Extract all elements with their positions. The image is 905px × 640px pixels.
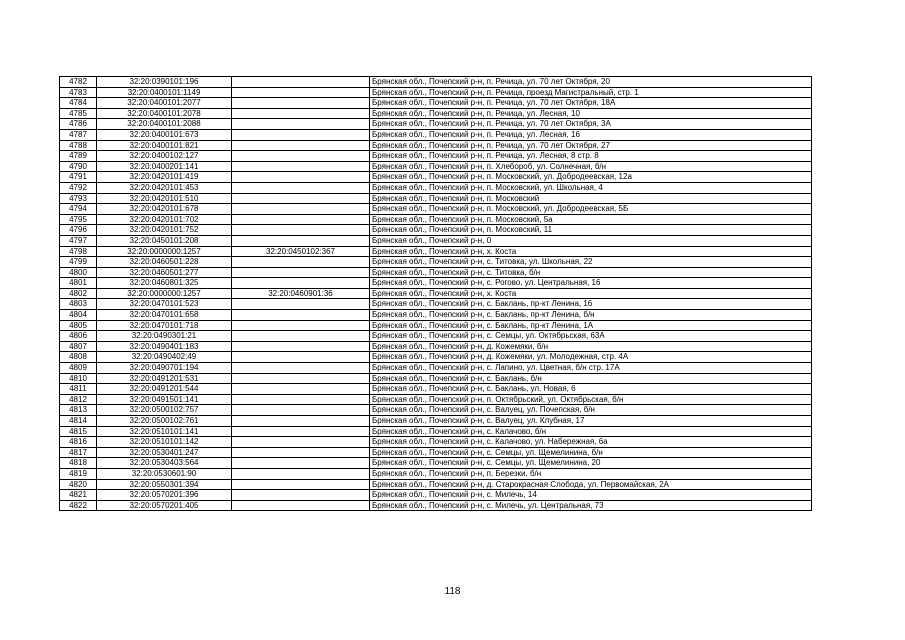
address-cell: Брянская обл., Почепский р-н, п. Речица, ул. 70 лет Октября, 20 <box>370 77 812 88</box>
row-number-cell: 4800 <box>60 267 97 278</box>
address-cell: Брянская обл., Почепский р-н, д. Старокрасная Слобода, ул. Первомайская, 2А <box>370 479 812 490</box>
address-cell: Брянская обл., Почепский р-н, п. Речица, ул. Лесная, 8 стр. 8 <box>370 151 812 162</box>
previous-cadastral-number-cell <box>232 151 370 162</box>
previous-cadastral-number-cell <box>232 341 370 352</box>
row-number-cell: 4813 <box>60 405 97 416</box>
table-row <box>60 352 812 363</box>
row-number-cell: 4796 <box>60 225 97 236</box>
previous-cadastral-number-cell <box>232 193 370 204</box>
address-cell: Брянская обл., Почепский р-н, п. Речица, ул. Лесная, 10 <box>370 108 812 119</box>
cadastral-number-cell: 32:20:0420101:678 <box>97 204 232 215</box>
table-row <box>60 98 812 109</box>
cadastral-number-cell: 32:20:0420101:419 <box>97 172 232 183</box>
table-row <box>60 310 812 321</box>
cadastral-number-cell: 32:20:0510101:141 <box>97 426 232 437</box>
cadastral-number-cell: 32:20:0490301:21 <box>97 331 232 342</box>
previous-cadastral-number-cell <box>232 458 370 469</box>
cadastral-number-cell: 32:20:0530403:564 <box>97 458 232 469</box>
address-cell: Брянская обл., Почепский р-н, с. Баклань, б/н <box>370 373 812 384</box>
address-cell: Брянская обл., Почепский р-н, п. Хлебороб, ул. Солнечная, б/н <box>370 161 812 172</box>
cadastral-number-cell: 32:20:0491501:141 <box>97 394 232 405</box>
cadastral-number-cell: 32:20:0400101:1149 <box>97 87 232 98</box>
row-number-cell: 4803 <box>60 299 97 310</box>
previous-cadastral-number-cell <box>232 394 370 405</box>
table-row <box>60 151 812 162</box>
address-cell: Брянская обл., Почепский р-н, с. Титовка, б/н <box>370 267 812 278</box>
address-cell: Брянская обл., Почепский р-н, х. Коста <box>370 246 812 257</box>
row-number-cell: 4788 <box>60 140 97 151</box>
cadastral-number-cell: 32:20:0400101:673 <box>97 129 232 140</box>
cadastral-number-cell: 32:20:0460501:228 <box>97 257 232 268</box>
previous-cadastral-number-cell <box>232 182 370 193</box>
register-table-body <box>60 77 812 511</box>
row-number-cell: 4793 <box>60 193 97 204</box>
address-cell: Брянская обл., Почепский р-н, с. Милечь, ул. Центральная, 73 <box>370 500 812 511</box>
address-cell: Брянская обл., Почепский р-н, п. Московский, ул. Добродеевская, 5Б <box>370 204 812 215</box>
table-row <box>60 288 812 299</box>
table-row <box>60 225 812 236</box>
address-cell: Брянская обл., Почепский р-н, с. Баклань, пр-кт Ленина, 16 <box>370 299 812 310</box>
cadastral-number-cell: 32:20:0570201:396 <box>97 490 232 501</box>
previous-cadastral-number-cell <box>232 500 370 511</box>
previous-cadastral-number-cell <box>232 77 370 88</box>
row-number-cell: 4811 <box>60 384 97 395</box>
table-row <box>60 363 812 374</box>
previous-cadastral-number-cell: 32:20:0450102:367 <box>232 246 370 257</box>
cadastral-number-cell: 32:20:0420101:702 <box>97 214 232 225</box>
previous-cadastral-number-cell <box>232 426 370 437</box>
row-number-cell: 4819 <box>60 468 97 479</box>
previous-cadastral-number-cell <box>232 278 370 289</box>
cadastral-number-cell: 32:20:0400102:127 <box>97 151 232 162</box>
row-number-cell: 4812 <box>60 394 97 405</box>
table-row <box>60 437 812 448</box>
previous-cadastral-number-cell <box>232 373 370 384</box>
row-number-cell: 4804 <box>60 310 97 321</box>
previous-cadastral-number-cell <box>232 405 370 416</box>
cadastral-number-cell: 32:20:0470101:718 <box>97 320 232 331</box>
table-row <box>60 129 812 140</box>
address-cell: Брянская обл., Почепский р-н, п. Березки, б/н <box>370 468 812 479</box>
previous-cadastral-number-cell <box>232 331 370 342</box>
previous-cadastral-number-cell <box>232 204 370 215</box>
address-cell: Брянская обл., Почепский р-н, д. Кожемяки, ул. Молодежная, стр. 4А <box>370 352 812 363</box>
previous-cadastral-number-cell <box>232 87 370 98</box>
row-number-cell: 4805 <box>60 320 97 331</box>
address-cell: Брянская обл., Почепский р-н, с. Титовка, ул. Школьная, 22 <box>370 257 812 268</box>
table-row <box>60 331 812 342</box>
cadastral-number-cell: 32:20:0420101:453 <box>97 182 232 193</box>
cadastral-number-cell: 32:20:0570201:405 <box>97 500 232 511</box>
address-cell: Брянская обл., Почепский р-н, с. Баклань, ул. Новая, 6 <box>370 384 812 395</box>
address-cell: Брянская обл., Почепский р-н, п. Речица, ул. Лесная, 16 <box>370 129 812 140</box>
previous-cadastral-number-cell <box>232 479 370 490</box>
previous-cadastral-number-cell <box>232 352 370 363</box>
previous-cadastral-number-cell <box>232 299 370 310</box>
previous-cadastral-number-cell <box>232 447 370 458</box>
previous-cadastral-number-cell <box>232 129 370 140</box>
cadastral-number-cell: 32:20:0491201:544 <box>97 384 232 395</box>
row-number-cell: 4814 <box>60 416 97 427</box>
address-cell: Брянская обл., Почепский р-н, с. Семцы, ул. Щемелинина, 20 <box>370 458 812 469</box>
address-cell: Брянская обл., Почепский р-н, с. Рогово, ул. Центральная, 16 <box>370 278 812 289</box>
cadastral-number-cell: 32:20:0420101:510 <box>97 193 232 204</box>
table-row <box>60 490 812 501</box>
table-row <box>60 384 812 395</box>
address-cell: Брянская обл., Почепский р-н, п. Московский, ул. Школьная, 4 <box>370 182 812 193</box>
row-number-cell: 4783 <box>60 87 97 98</box>
table-row <box>60 426 812 437</box>
row-number-cell: 4790 <box>60 161 97 172</box>
table-row <box>60 447 812 458</box>
row-number-cell: 4795 <box>60 214 97 225</box>
address-cell: Брянская обл., Почепский р-н, п. Речица, ул. 70 лет Октября, 18А <box>370 98 812 109</box>
row-number-cell: 4799 <box>60 257 97 268</box>
row-number-cell: 4802 <box>60 288 97 299</box>
previous-cadastral-number-cell <box>232 320 370 331</box>
cadastral-number-cell: 32:20:0400101:2088 <box>97 119 232 130</box>
table-row <box>60 278 812 289</box>
row-number-cell: 4785 <box>60 108 97 119</box>
row-number-cell: 4806 <box>60 331 97 342</box>
previous-cadastral-number-cell <box>232 437 370 448</box>
row-number-cell: 4784 <box>60 98 97 109</box>
previous-cadastral-number-cell <box>232 225 370 236</box>
page-number: 118 <box>444 586 461 597</box>
cadastral-number-cell: 32:20:0490701:194 <box>97 363 232 374</box>
row-number-cell: 4816 <box>60 437 97 448</box>
table-row <box>60 257 812 268</box>
address-cell: Брянская обл., Почепский р-н, с. Валуец, ул. Клубная, 17 <box>370 416 812 427</box>
address-cell: Брянская обл., Почепский р-н, д. Кожемяки, б/н <box>370 341 812 352</box>
cadastral-number-cell: 32:20:0400101:821 <box>97 140 232 151</box>
previous-cadastral-number-cell <box>232 490 370 501</box>
table-row <box>60 416 812 427</box>
address-cell: Брянская обл., Почепский р-н, с. Калачово, б/н <box>370 426 812 437</box>
row-number-cell: 4815 <box>60 426 97 437</box>
address-cell: Брянская обл., Почепский р-н, с. Лапино, ул. Цветная, б/н стр. 17А <box>370 363 812 374</box>
row-number-cell: 4797 <box>60 235 97 246</box>
row-number-cell: 4817 <box>60 447 97 458</box>
table-row <box>60 214 812 225</box>
previous-cadastral-number-cell <box>232 257 370 268</box>
row-number-cell: 4801 <box>60 278 97 289</box>
cadastral-number-cell: 32:20:0450101:208 <box>97 235 232 246</box>
address-cell: Брянская обл., Почепский р-н, 0 <box>370 235 812 246</box>
previous-cadastral-number-cell <box>232 161 370 172</box>
cadastral-number-cell: 32:20:0390101:196 <box>97 77 232 88</box>
table-row <box>60 172 812 183</box>
cadastral-number-cell: 32:20:0400101:2078 <box>97 108 232 119</box>
cadastral-number-cell: 32:20:0460801:325 <box>97 278 232 289</box>
cadastral-number-cell: 32:20:0491201:531 <box>97 373 232 384</box>
table-row <box>60 373 812 384</box>
table-row <box>60 182 812 193</box>
row-number-cell: 4808 <box>60 352 97 363</box>
cadastral-number-cell: 32:20:0000000:1257 <box>97 246 232 257</box>
address-cell: Брянская обл., Почепский р-н, п. Московский, 11 <box>370 225 812 236</box>
cadastral-number-cell: 32:20:0420101:752 <box>97 225 232 236</box>
previous-cadastral-number-cell <box>232 108 370 119</box>
table-row <box>60 468 812 479</box>
row-number-cell: 4782 <box>60 77 97 88</box>
cadastral-number-cell: 32:20:0000000:1257 <box>97 288 232 299</box>
table-row <box>60 405 812 416</box>
row-number-cell: 4794 <box>60 204 97 215</box>
cadastral-number-cell: 32:20:0530601:90 <box>97 468 232 479</box>
previous-cadastral-number-cell <box>232 98 370 109</box>
previous-cadastral-number-cell <box>232 363 370 374</box>
previous-cadastral-number-cell <box>232 416 370 427</box>
cadastral-number-cell: 32:20:0550301:394 <box>97 479 232 490</box>
table-row <box>60 299 812 310</box>
address-cell: Брянская обл., Почепский р-н, п. Московский, ул. Добродеевская, 12а <box>370 172 812 183</box>
table-row <box>60 119 812 130</box>
address-cell: Брянская обл., Почепский р-н, п. Московский <box>370 193 812 204</box>
cadastral-number-cell: 32:20:0470101:658 <box>97 310 232 321</box>
table-row <box>60 77 812 88</box>
table-row <box>60 204 812 215</box>
previous-cadastral-number-cell <box>232 119 370 130</box>
previous-cadastral-number-cell <box>232 384 370 395</box>
row-number-cell: 4822 <box>60 500 97 511</box>
cadastral-number-cell: 32:20:0500102:761 <box>97 416 232 427</box>
previous-cadastral-number-cell <box>232 235 370 246</box>
address-cell: Брянская обл., Почепский р-н, с. Калачово, ул. Набережная, 6а <box>370 437 812 448</box>
table-row <box>60 87 812 98</box>
cadastral-number-cell: 32:20:0400201:141 <box>97 161 232 172</box>
cadastral-number-cell: 32:20:0490401:183 <box>97 341 232 352</box>
row-number-cell: 4818 <box>60 458 97 469</box>
table-row <box>60 108 812 119</box>
cadastral-number-cell: 32:20:0400101:2077 <box>97 98 232 109</box>
previous-cadastral-number-cell <box>232 172 370 183</box>
table-row <box>60 458 812 469</box>
table-row <box>60 394 812 405</box>
address-cell: Брянская обл., Почепский р-н, п. Речица, ул. 70 лет Октября, 27 <box>370 140 812 151</box>
property-register-table <box>59 76 812 511</box>
table-row <box>60 341 812 352</box>
previous-cadastral-number-cell <box>232 267 370 278</box>
previous-cadastral-number-cell <box>232 310 370 321</box>
row-number-cell: 4821 <box>60 490 97 501</box>
cadastral-number-cell: 32:20:0490402:49 <box>97 352 232 363</box>
row-number-cell: 4810 <box>60 373 97 384</box>
row-number-cell: 4787 <box>60 129 97 140</box>
row-number-cell: 4791 <box>60 172 97 183</box>
row-number-cell: 4789 <box>60 151 97 162</box>
previous-cadastral-number-cell: 32:20:0460901:36 <box>232 288 370 299</box>
address-cell: Брянская обл., Почепский р-н, х. Коста <box>370 288 812 299</box>
table-row <box>60 246 812 257</box>
address-cell: Брянская обл., Почепский р-н, п. Речица, проезд Магистральный, стр. 1 <box>370 87 812 98</box>
address-cell: Брянская обл., Почепский р-н, с. Милечь, 14 <box>370 490 812 501</box>
address-cell: Брянская обл., Почепский р-н, с. Баклань, пр-кт Ленина, 1А <box>370 320 812 331</box>
table-row <box>60 235 812 246</box>
row-number-cell: 4798 <box>60 246 97 257</box>
previous-cadastral-number-cell <box>232 214 370 225</box>
address-cell: Брянская обл., Почепский р-н, п. Октябрьский, ул. Октябрьская, б/н <box>370 394 812 405</box>
address-cell: Брянская обл., Почепский р-н, п. Речица, ул. 70 лет Октября, 3А <box>370 119 812 130</box>
cadastral-number-cell: 32:20:0510101:142 <box>97 437 232 448</box>
row-number-cell: 4792 <box>60 182 97 193</box>
table-row <box>60 161 812 172</box>
address-cell: Брянская обл., Почепский р-н, с. Валуец, ул. Почепская, б/н <box>370 405 812 416</box>
table-row <box>60 320 812 331</box>
cadastral-number-cell: 32:20:0500102:757 <box>97 405 232 416</box>
cadastral-number-cell: 32:20:0470101:523 <box>97 299 232 310</box>
cadastral-number-cell: 32:20:0460501:277 <box>97 267 232 278</box>
address-cell: Брянская обл., Почепский р-н, с. Семцы, ул. Октябрьская, 63А <box>370 331 812 342</box>
row-number-cell: 4807 <box>60 341 97 352</box>
address-cell: Брянская обл., Почепский р-н, п. Московский, 5а <box>370 214 812 225</box>
table-row <box>60 193 812 204</box>
table-row <box>60 479 812 490</box>
row-number-cell: 4809 <box>60 363 97 374</box>
row-number-cell: 4786 <box>60 119 97 130</box>
table-row <box>60 267 812 278</box>
address-cell: Брянская обл., Почепский р-н, с. Баклань, пр-кт Ленина, б/н <box>370 310 812 321</box>
cadastral-number-cell: 32:20:0530401:247 <box>97 447 232 458</box>
table-row <box>60 500 812 511</box>
previous-cadastral-number-cell <box>232 140 370 151</box>
row-number-cell: 4820 <box>60 479 97 490</box>
table-row <box>60 140 812 151</box>
previous-cadastral-number-cell <box>232 468 370 479</box>
address-cell: Брянская обл., Почепский р-н, с. Семцы, ул. Щемелинина, б/н <box>370 447 812 458</box>
